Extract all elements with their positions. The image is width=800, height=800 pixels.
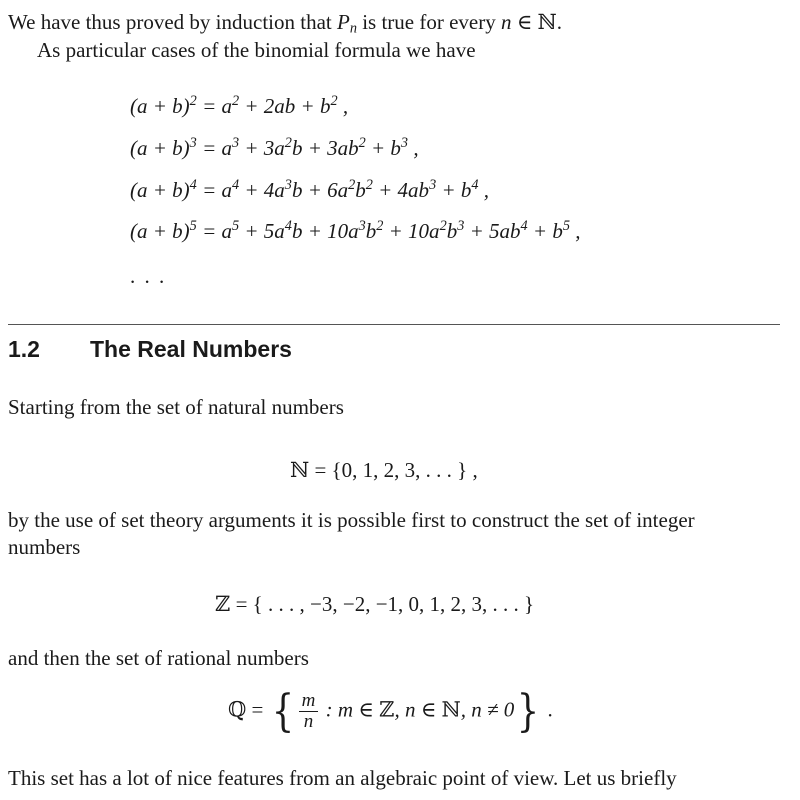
ellipsis: . . . (130, 264, 167, 288)
text-line-binomial-intro: As particular cases of the binomial formula we have (37, 38, 476, 62)
binomial-equation: $(a + b)^4 = a^4 + 4a^3b + 6a^2b^2 + 4ab^3 + b^4$ , (130, 177, 490, 202)
text-line-nice-features: This set has a lot of nice features from an algebraic point of view. Let us briefly (8, 766, 677, 790)
text-line-natural-intro: Starting from the set of natural numbers (8, 395, 344, 419)
text-line-integer-intro: by the use of set theory arguments it is possible first to construct the set of integer (8, 508, 695, 532)
fraction-m-over-n: $\frac{m}{n}$ (299, 691, 319, 732)
equation-rationals: ℚ = { $\frac{m}{n}$ : m ∈ ℤ, n ∈ ℕ, n ≠ 0} . (228, 686, 553, 737)
section-rule (8, 324, 780, 325)
text-line-rational-intro: and then the set of rational numbers (8, 646, 309, 670)
text-line-numbers: numbers (8, 535, 81, 559)
section-number: 1.2 (8, 336, 40, 362)
equation-natural-numbers: ℕ = {0, 1, 2, 3, . . . } , (290, 458, 478, 482)
binomial-equation: $(a + b)^3 = a^3 + 3a^2b + 3ab^2 + b^3$ , (130, 135, 419, 160)
equation-integers: ℤ = { . . . , −3, −2, −1, 0, 1, 2, 3, . . . } (215, 592, 535, 616)
text-line-induction: We have thus proved by induction that $P_n$ is true for every n ∈ ℕ. (8, 10, 562, 37)
binomial-equation: $(a + b)^5 = a^5 + 5a^4b + 10a^3b^2 + 10a^2b^3 + 5ab^4 + b^5$ , (130, 218, 581, 243)
section-title: The Real Numbers (90, 336, 292, 362)
binomial-equation: $(a + b)^2 = a^2 + 2ab + b^2$ , (130, 93, 349, 118)
